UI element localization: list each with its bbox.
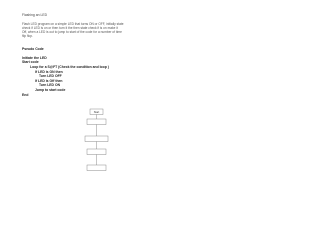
intro-line: Off, when a LED is out to jump to start of the code for a number of time: [22, 30, 122, 34]
flowchart-box-label: Start: [93, 110, 100, 114]
flowchart: [0, 0, 149, 198]
pseudo-code-line: Turn LED ON: [39, 83, 61, 88]
pseudo-code-line: If LED is Off then: [35, 78, 63, 83]
pseudo-code-line: Turn LED OFF: [39, 74, 62, 79]
pseudo-code-line: End: [22, 92, 29, 97]
intro-line: flip flop.: [22, 34, 33, 38]
intro-line: Flash LED program on a simple LED that turns ON or OFF, initially state: [22, 22, 124, 26]
pseudo-code-line: Loop for a S@FT (Check the condition and loop ): [30, 64, 109, 69]
flowchart-box: [85, 136, 108, 142]
pseudo-code-line: Start code: [22, 60, 39, 65]
pseudo-code-line: Jump to start code: [35, 87, 66, 92]
document-page: [0, 0, 149, 198]
flowchart-box: [87, 119, 106, 125]
document-heading: Flashing an LED: [22, 13, 48, 17]
pseudo-code-line: Initiate the LED: [22, 55, 47, 60]
flowchart-box: [87, 149, 106, 155]
pseudo-code-line: If LED is ON then: [35, 69, 63, 74]
pseudo-code-title: Pseudo Code: [22, 47, 44, 51]
intro-line: check if LED is on or then turn it the then state check if is on make it: [22, 26, 118, 30]
flowchart-box: [87, 165, 106, 171]
